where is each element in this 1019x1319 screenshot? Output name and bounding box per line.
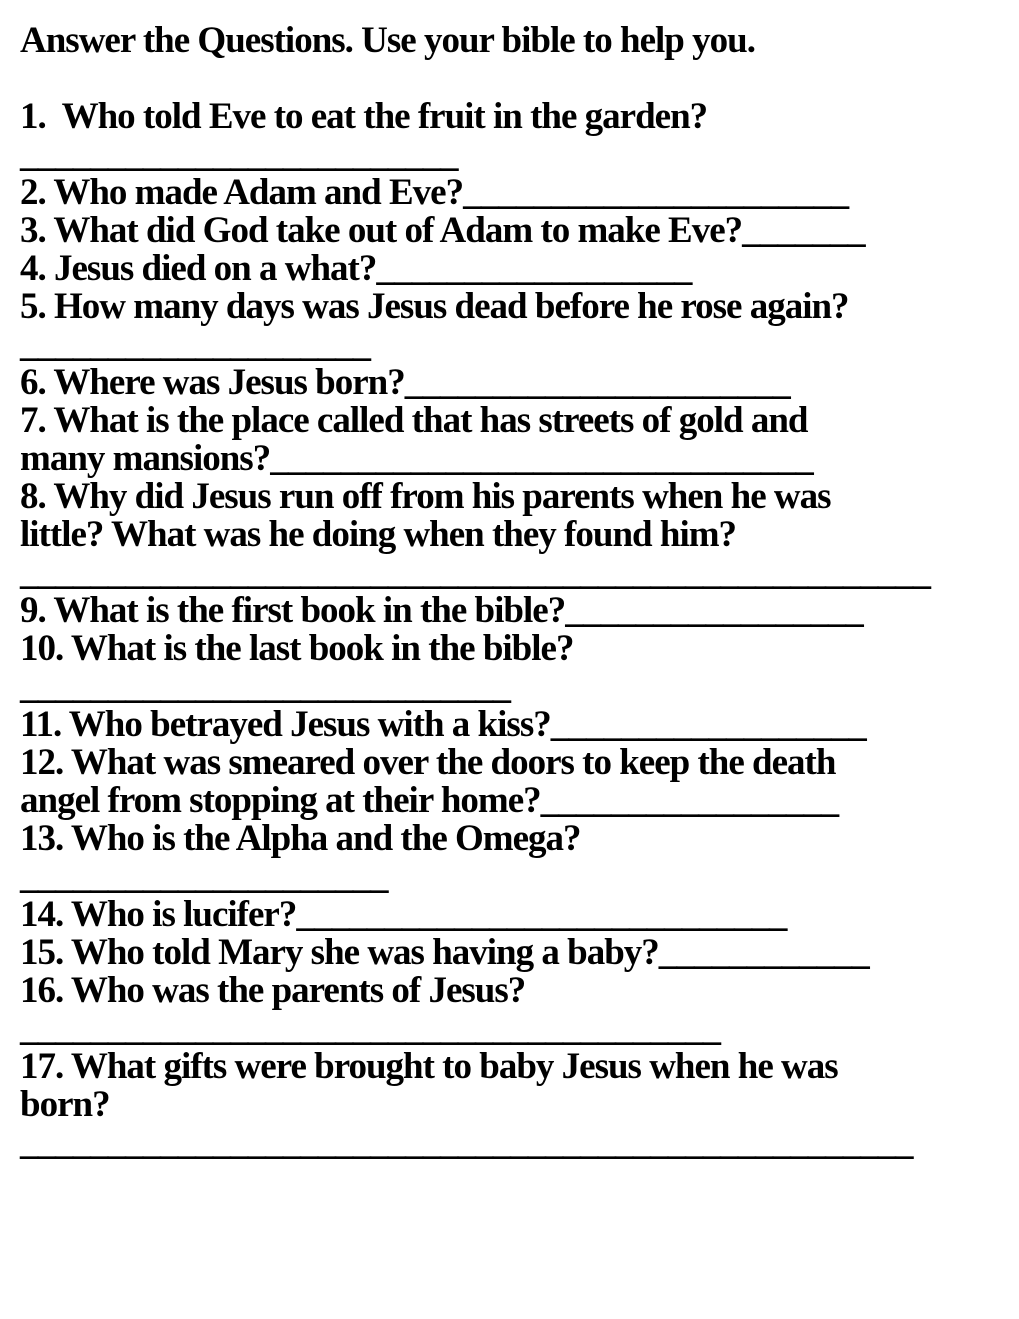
- question-line: 14. Who is lucifer?____________________________: [20, 894, 787, 935]
- answer-blank-line: ________________________________________: [20, 1008, 720, 1049]
- question-line: 15. Who told Mary she was having a baby?____________: [20, 932, 869, 973]
- worksheet-body: [20, 60, 1001, 1162]
- question-line: 5. How many days was Jesus dead before he rose again?: [20, 286, 849, 327]
- question-line: 12. What was smeared over the doors to keep the death: [20, 742, 836, 783]
- question-line: 16. Who was the parents of Jesus?: [20, 970, 526, 1011]
- answer-blank-line: ____________________________: [20, 666, 510, 707]
- question-line: 9. What is the first book in the bible?_________________: [20, 590, 863, 631]
- question-continuation-line: little? What was he doing when they found him?: [20, 514, 737, 555]
- answer-blank-line: _________________________: [20, 134, 458, 175]
- question-line: 11. Who betrayed Jesus with a kiss?__________________: [20, 704, 866, 745]
- question-line: 2. Who made Adam and Eve?______________________: [20, 172, 849, 213]
- answer-blank-line: ____________________: [20, 324, 370, 365]
- spacer-line: [20, 60, 1001, 98]
- question-continuation-line: angel from stopping at their home?_________________: [20, 780, 839, 821]
- answer-blank-line: ___________________________________________________: [20, 1122, 913, 1163]
- question-continuation-line: many mansions?_______________________________: [20, 438, 813, 479]
- question-line: 1. Who told Eve to eat the fruit in the garden?: [20, 96, 708, 137]
- question-line: 8. Why did Jesus run off from his parents when he was: [20, 476, 831, 517]
- question-line: 7. What is the place called that has streets of gold and: [20, 400, 808, 441]
- answer-blank-line: _____________________: [20, 856, 388, 897]
- question-line: 6. Where was Jesus born?______________________: [20, 362, 790, 403]
- question-line: 10. What is the last book in the bible?: [20, 628, 574, 669]
- question-line: 13. Who is the Alpha and the Omega?: [20, 818, 581, 859]
- question-continuation-line: born?: [20, 1084, 110, 1125]
- worksheet-title: Answer the Questions. Use your bible to help you.: [20, 20, 755, 61]
- answer-blank-line: ____________________________________________________: [20, 552, 930, 593]
- question-line: 17. What gifts were brought to baby Jesus when he was: [20, 1046, 838, 1087]
- question-line: 4. Jesus died on a what?__________________: [20, 248, 692, 289]
- question-line: 3. What did God take out of Adam to make Eve?_______: [20, 210, 865, 251]
